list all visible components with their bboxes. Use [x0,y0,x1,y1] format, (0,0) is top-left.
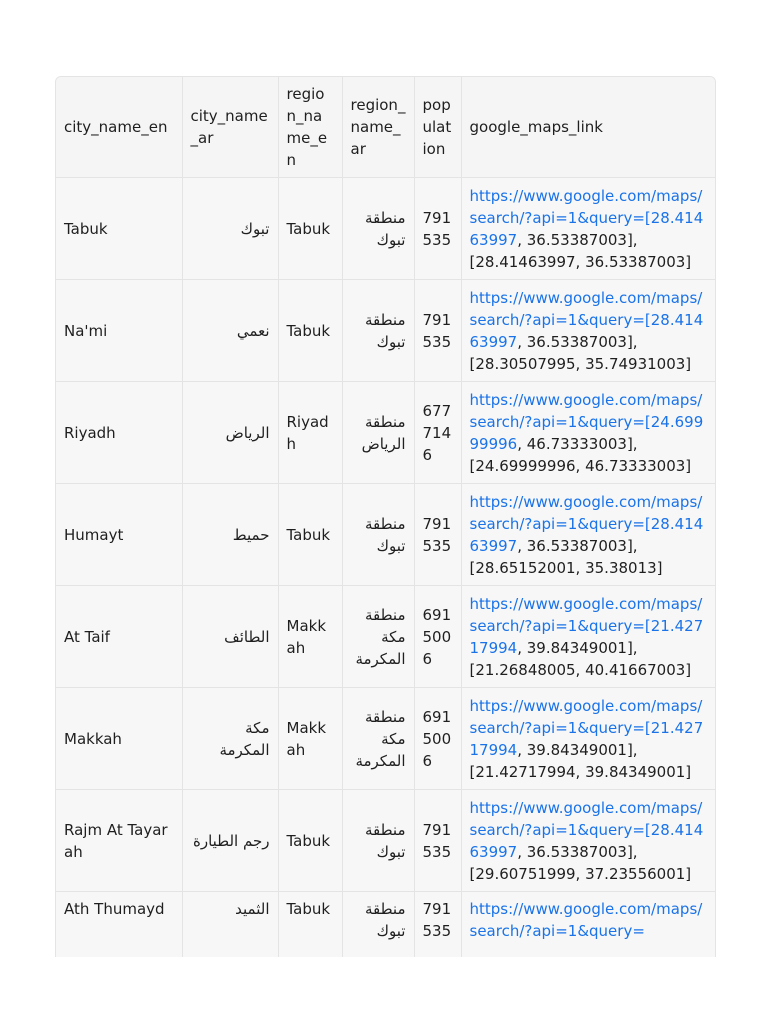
cell-city-name-ar: حميط [182,484,278,586]
query-bracket[interactable]: [ [644,616,651,635]
table-header-row [56,77,715,178]
query-bracket[interactable]: [ [644,514,651,533]
cell-google-maps-link [461,280,715,382]
query-latitude[interactable]: 28.41463997 [469,310,704,351]
cell-city-name-en: Rajm At Tayarah [56,790,182,892]
table-row [56,178,715,280]
query-bracket[interactable]: [ [644,310,651,329]
header-population: population [414,77,461,178]
coordinates-text: [28.65152001, 35.38013] [469,558,663,577]
query-bracket[interactable]: [ [644,820,651,839]
table-body [56,178,715,958]
cell-region-name-en: Makkah [278,586,342,688]
cell-city-name-en: At Taif [56,586,182,688]
table-row [56,790,715,892]
cell-population: 791535 [414,178,461,280]
cell-population: 791535 [414,484,461,586]
coordinates-text: [29.60751999, 37.23556001] [469,864,692,883]
cell-google-maps-link [461,586,715,688]
cell-region-name-ar: منطقة تبوك [342,892,414,958]
query-longitude: , 46.73333003], [517,434,638,453]
query-latitude[interactable]: 28.41463997 [469,208,704,249]
maps-link[interactable]: https://www.google.com/maps/search/?api=1&query= [469,492,703,533]
cell-region-name-ar: منطقة تبوك [342,484,414,586]
coordinates-text: [21.42717994, 39.84349001] [469,762,692,781]
query-longitude: , 39.84349001], [517,638,638,657]
cell-region-name-en: Riyadh [278,382,342,484]
cell-region-name-ar: منطقة تبوك [342,178,414,280]
cell-region-name-en: Tabuk [278,484,342,586]
cell-city-name-ar: رجم الطيارة [182,790,278,892]
cell-city-name-ar: نعمي [182,280,278,382]
header-city-name-en: city_name_en [56,77,182,178]
cell-population: 6777146 [414,382,461,484]
table-row [56,688,715,790]
cell-region-name-ar: منطقة الرياض [342,382,414,484]
cell-city-name-ar: الثميد [182,892,278,958]
maps-link[interactable]: https://www.google.com/maps/search/?api=1&query= [469,594,703,635]
header-region-name-ar: region_name_ar [342,77,414,178]
header-city-name-ar: city_name_ar [182,77,278,178]
cell-city-name-en: Na'mi [56,280,182,382]
cell-city-name-en: Humayt [56,484,182,586]
cell-region-name-en: Makkah [278,688,342,790]
cell-google-maps-link [461,892,715,958]
table-row [56,892,715,958]
cell-city-name-en: Riyadh [56,382,182,484]
coordinates-text: [24.69999996, 46.73333003] [469,456,692,475]
maps-link[interactable]: https://www.google.com/maps/search/?api=1&query= [469,288,703,329]
cell-city-name-ar: الرياض [182,382,278,484]
query-latitude[interactable]: 21.42717994 [469,616,704,657]
coordinates-text: [28.41463997, 36.53387003] [469,252,692,271]
maps-link[interactable]: https://www.google.com/maps/search/?api=1&query= [469,696,703,737]
cell-city-name-ar: الطائف [182,586,278,688]
header-region-name-en: region_name_en [278,77,342,178]
table-row [56,280,715,382]
query-longitude: , 36.53387003], [517,536,638,555]
maps-link[interactable]: https://www.google.com/maps/search/?api=1&query= [469,186,703,227]
cell-population: 791535 [414,280,461,382]
query-latitude[interactable]: 21.42717994 [469,718,704,759]
query-latitude[interactable]: 28.41463997 [469,514,704,555]
cell-region-name-ar: منطقة تبوك [342,790,414,892]
cell-region-name-en: Tabuk [278,790,342,892]
cell-region-name-ar: منطقة مكة المكرمة [342,688,414,790]
coordinates-text: [21.26848005, 40.41667003] [469,660,692,679]
cell-google-maps-link [461,688,715,790]
header-google-maps-link: google_maps_link [461,77,715,178]
query-longitude: , 36.53387003], [517,842,638,861]
query-bracket[interactable]: [ [644,412,651,431]
cities-table-container [55,76,716,957]
query-bracket[interactable]: [ [644,208,651,227]
query-latitude[interactable]: 24.69999996 [469,412,704,453]
cell-google-maps-link [461,382,715,484]
cell-city-name-en: Makkah [56,688,182,790]
table-row [56,586,715,688]
query-longitude: , 39.84349001], [517,740,638,759]
cell-region-name-ar: منطقة تبوك [342,280,414,382]
cell-google-maps-link [461,484,715,586]
cell-region-name-ar: منطقة مكة المكرمة [342,586,414,688]
cell-google-maps-link [461,178,715,280]
cell-region-name-en: Tabuk [278,280,342,382]
cell-city-name-en: Tabuk [56,178,182,280]
query-bracket[interactable]: [ [644,718,651,737]
table-row [56,382,715,484]
maps-link[interactable]: https://www.google.com/maps/search/?api=1&query= [469,390,703,431]
cell-population: 6915006 [414,688,461,790]
cell-region-name-en: Tabuk [278,892,342,958]
query-latitude[interactable]: 28.41463997 [469,820,704,861]
table-row [56,484,715,586]
coordinates-text: [28.30507995, 35.74931003] [469,354,692,373]
cell-population: 6915006 [414,586,461,688]
query-longitude: , 36.53387003], [517,230,638,249]
maps-link[interactable]: https://www.google.com/maps/search/?api=1&query= [469,798,703,839]
cell-population: 791535 [414,892,461,958]
maps-link[interactable]: https://www.google.com/maps/search/?api=1&query= [469,900,703,940]
cell-city-name-en: Ath Thumayd [56,892,182,958]
cell-google-maps-link [461,790,715,892]
cell-population: 791535 [414,790,461,892]
cell-city-name-ar: تبوك [182,178,278,280]
query-longitude: , 36.53387003], [517,332,638,351]
cities-table [56,77,715,957]
cell-region-name-en: Tabuk [278,178,342,280]
cell-city-name-ar: مكة المكرمة [182,688,278,790]
